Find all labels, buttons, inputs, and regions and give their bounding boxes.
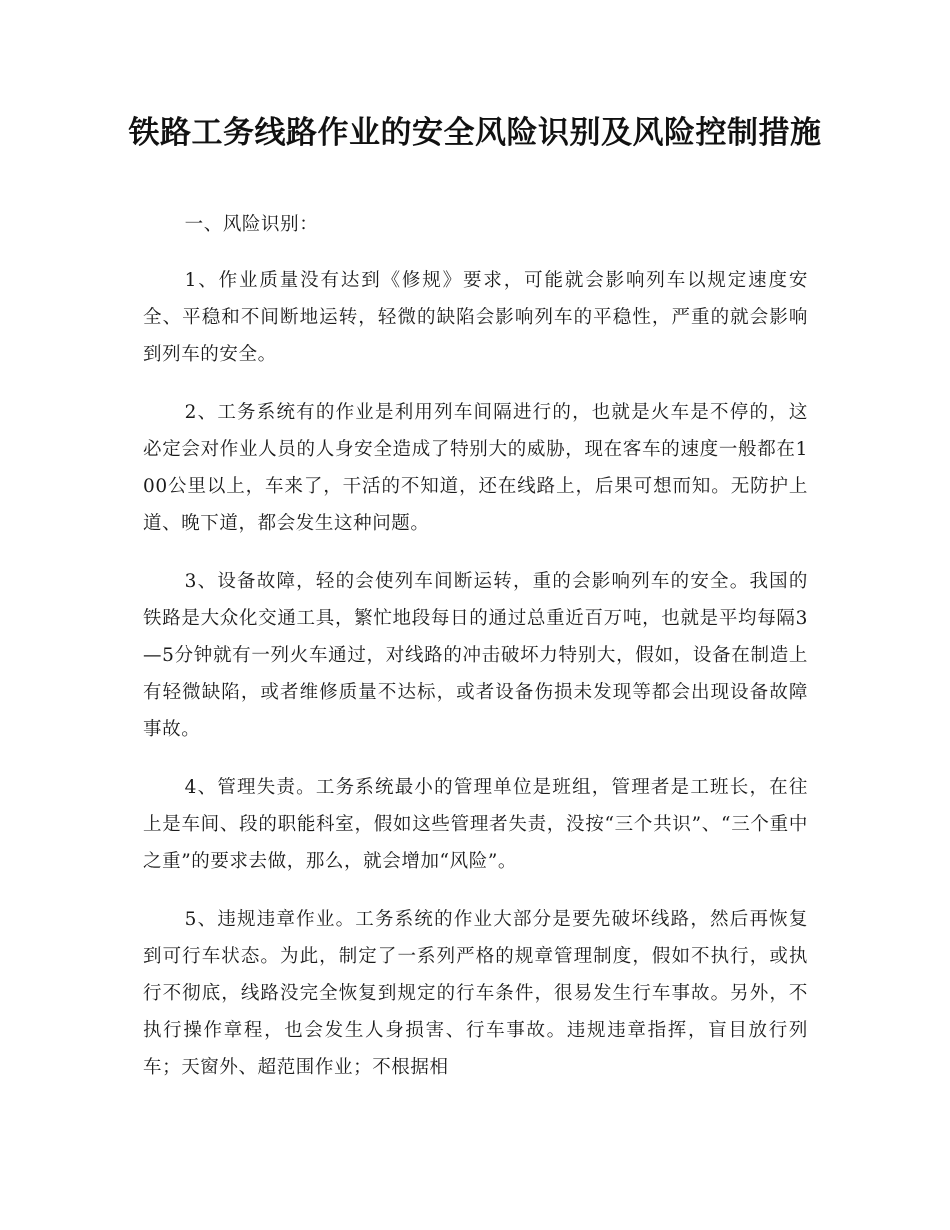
paragraph-2: 2、工务系统有的作业是利用列车间隔进行的，也就是火车是不停的，这必定会对作业人员的人身安全造成了特别大的威胁，现在客车的速度一般都在100公里以上，车来了，干活的不知道，还在线路上，后果可想而知。无防护上道、晚下道，都会发生这种问题。 xyxy=(143,402,808,534)
paragraph-1: 1、作业质量没有达到《修规》要求，可能就会影响列车以规定速度安全、平稳和不间断地运转，轻微的缺陷会影响列车的平稳性，严重的就会影响到列车的安全。 xyxy=(143,270,808,365)
document-title: 铁路工务线路作业的安全风险识别及风险控制措施 xyxy=(128,115,822,151)
paragraph-3: 3、设备故障，轻的会使列车间断运转，重的会影响列车的安全。我国的铁路是大众化交通工具，繁忙地段每日的通过总重近百万吨，也就是平均每隔3—5分钟就有一列火车通过，对线路的冲击破坏力特别大，假如，设备在制造上有轻微缺陷，或者维修质量不达标，或者设备伤损未发现等都会出现设备故障事故。 xyxy=(143,571,808,740)
section-heading: 一、风险识别： xyxy=(184,214,319,235)
paragraph-4: 4、管理失责。工务系统最小的管理单位是班组，管理者是工班长，在往上是车间、段的职能科室，假如这些管理者失责，没按“三个共识”、“三个重中之重”的要求去做，那么，就会增加“风险”。 xyxy=(143,777,808,872)
paragraph-5: 5、违规违章作业。工务系统的作业大部分是要先破坏线路，然后再恢复到可行车状态。为此，制定了一系列严格的规章管理制度，假如不执行，或执行不彻底，线路没完全恢复到规定的行车条件，很易发生行车事故。另外，不执行操作章程，也会发生人身损害、行车事故。违规违章指挥，盲目放行列车；天窗外、超范围作业；不根据相 xyxy=(143,909,808,1078)
document-body xyxy=(143,206,808,1107)
